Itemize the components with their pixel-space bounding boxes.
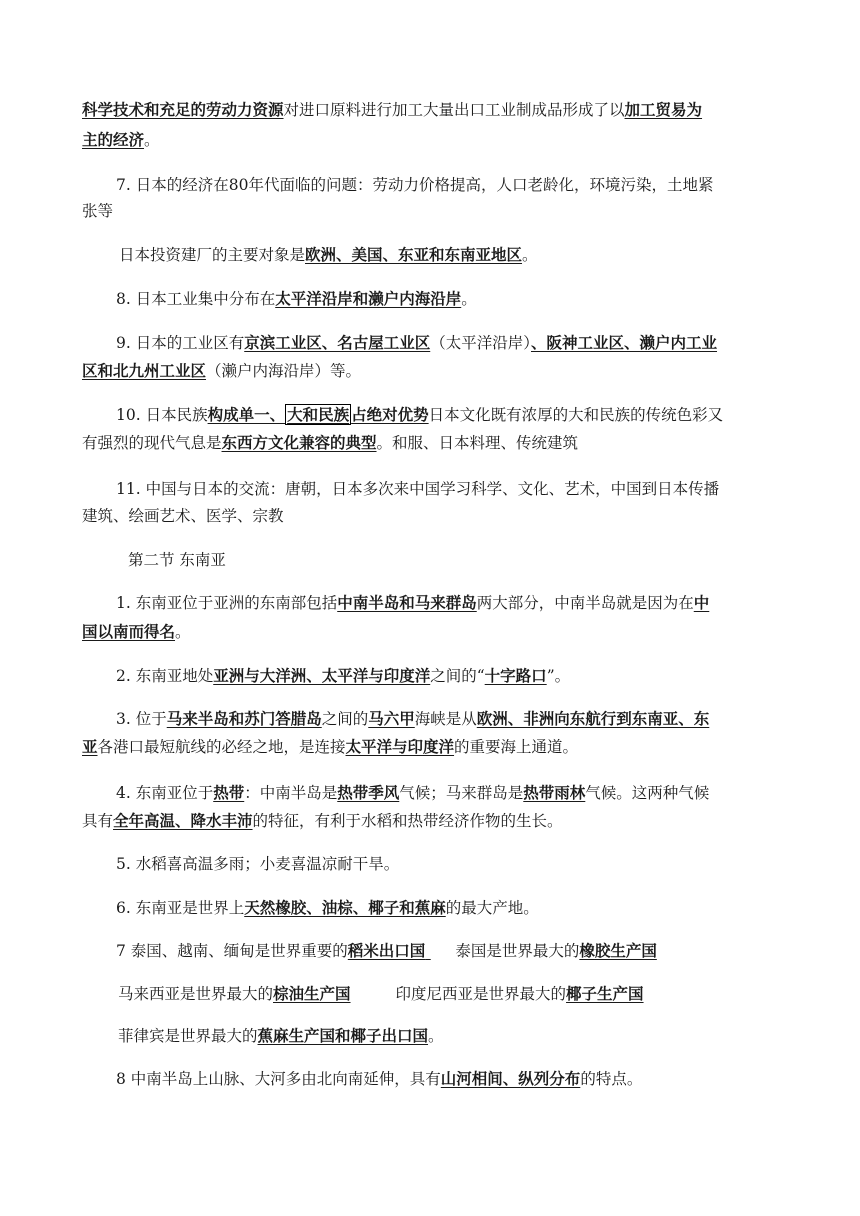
text-run: 建筑、绘画艺术、医学、宗教 — [82, 507, 284, 525]
text-run: 对进口原料进行加工大量出口工业制成品形成了以 — [283, 101, 625, 119]
key-term: 欧洲、非洲向东航行到东南亚、东 — [476, 709, 710, 728]
text-run: 2. 东南亚地处 — [116, 667, 214, 685]
text-run: 3. 位于 — [116, 710, 167, 728]
paragraph-line — [116, 174, 816, 196]
text-run: 7 泰国、越南、缅甸是世界重要的 — [116, 942, 348, 960]
paragraph-line — [82, 360, 782, 382]
key-term: 亚洲与大洋洲、太平洋与印度洋 — [213, 666, 431, 685]
text-run: 日本文化既有浓厚的大和民族的传统色彩又 — [428, 406, 724, 424]
text-run: 7. 日本的经济在80年代面临的问题：劳动力价格提高，人口老龄化，环境污染，土地紧 — [116, 176, 714, 194]
key-term: 热带 — [213, 783, 245, 802]
text-run: 的特点。 — [580, 1070, 643, 1088]
key-term: 欧洲、美国、东亚和东南亚地区 — [305, 245, 523, 264]
text-run: 6. 东南亚是世界上 — [116, 899, 245, 917]
text-run: 5. 水稻喜高温多雨；小麦喜温凉耐干旱。 — [116, 855, 400, 873]
text-run: 之间的 — [321, 710, 369, 728]
key-term: 中 — [693, 593, 710, 612]
key-term: 国以南而得名 — [82, 622, 176, 641]
key-term: 太平洋沿岸和濑户内海沿岸 — [275, 289, 462, 308]
text-run: 气候；马来群岛是 — [399, 784, 524, 802]
paragraph-line — [82, 505, 782, 527]
paragraph-line — [82, 99, 782, 121]
key-term: 科学技术和充足的劳动力资源 — [82, 100, 284, 119]
key-term: 区和北九州工业区 — [82, 361, 207, 380]
key-term: 热带雨林 — [523, 783, 586, 802]
key-term: 天然橡胶、油棕、椰子和蕉麻 — [244, 898, 446, 917]
text-run: 。 — [522, 246, 538, 264]
text-run: ”。 — [546, 667, 571, 685]
text-run: 张等 — [82, 202, 114, 220]
paragraph-line — [116, 478, 816, 500]
paragraph-line — [118, 1025, 818, 1047]
blank-underline — [425, 940, 455, 962]
key-term: 稻米出口国 — [347, 941, 426, 960]
paragraph-line — [82, 432, 782, 454]
text-run: 4. 东南亚位于 — [116, 784, 214, 802]
paragraph-line — [116, 897, 816, 919]
text-run: 各港口最短航线的必经之地，是连接 — [97, 738, 346, 756]
paragraph-line — [82, 129, 782, 151]
paragraph-line — [116, 940, 816, 962]
text-run: 。 — [461, 290, 477, 308]
key-term: 太平洋与印度洋 — [345, 737, 455, 756]
text-run: 。 — [428, 1027, 444, 1045]
text-run: 泰国是世界最大的 — [455, 942, 580, 960]
paragraph-line — [116, 782, 816, 804]
key-term: 亚 — [82, 737, 98, 756]
paragraph-line — [116, 665, 816, 687]
paragraph-line — [116, 1068, 816, 1090]
key-term: 构成单一、 — [207, 405, 286, 424]
paragraph-line — [116, 404, 816, 426]
paragraph-line — [119, 244, 819, 266]
key-term: 主的经济 — [82, 130, 145, 149]
text-run: 两大部分，中南半岛就是因为在 — [476, 594, 694, 612]
key-term: 全年高温、降水丰沛 — [113, 811, 253, 830]
paragraph-line — [116, 708, 816, 730]
key-term: 马六甲 — [368, 709, 415, 728]
boxed-term: 大和民族 — [287, 405, 350, 424]
text-run: 10. 日本民族 — [116, 406, 208, 424]
text-run: 之间的“ — [430, 667, 485, 685]
key-term: 占绝对优势 — [351, 405, 429, 424]
key-term: 加工贸易为 — [624, 100, 703, 119]
text-run: （太平洋沿岸） — [430, 334, 531, 352]
key-term: 东西方文化兼容的典型 — [221, 433, 377, 452]
paragraph-line — [82, 810, 782, 832]
text-run: 具有 — [82, 812, 114, 830]
text-run: 印度尼西亚是世界最大的 — [395, 985, 567, 1003]
text-run: 的最大产地。 — [445, 899, 539, 917]
key-term: 京滨工业区、名古屋工业区 — [244, 333, 431, 352]
text-run: 的特征，有利于水稻和热带经济作物的生长。 — [252, 812, 563, 830]
paragraph-line — [82, 736, 782, 758]
text-run: 日本投资建厂的主要对象是 — [119, 246, 306, 264]
key-term: 十字路口 — [484, 666, 547, 685]
text-run: 第二节 东南亚 — [128, 551, 226, 569]
text-run: 8. 日本工业集中分布在 — [116, 290, 276, 308]
key-term: 、阪神工业区、濑户内工业 — [531, 333, 718, 352]
paragraph-line — [116, 592, 816, 614]
paragraph-line — [116, 853, 816, 875]
text-run: 有强烈的现代气息是 — [82, 434, 222, 452]
text-run: 气候。这两种气候 — [585, 784, 710, 802]
text-run: ：中南半岛是 — [244, 784, 338, 802]
paragraph-line — [116, 332, 816, 354]
text-run: 马来西亚是世界最大的 — [118, 985, 274, 1003]
text-run: 。 — [144, 131, 160, 149]
text-run: 1. 东南亚位于亚洲的东南部包括 — [116, 594, 338, 612]
text-run: 海峡是从 — [414, 710, 477, 728]
text-run: （濑户内海沿岸）等。 — [206, 362, 362, 380]
key-term: 热带季风 — [337, 783, 400, 802]
text-run: 的重要海上通道。 — [454, 738, 579, 756]
section-heading — [128, 549, 828, 571]
paragraph-line — [118, 983, 818, 1005]
text-run: 。和服、日本料理、传统建筑 — [376, 434, 579, 452]
key-term: 蕉麻生产国和椰子出口国 — [257, 1026, 429, 1045]
key-term: 山河相间、纵列分布 — [440, 1069, 581, 1088]
text-run: 菲律宾是世界最大的 — [118, 1027, 258, 1045]
text-run: 9. 日本的工业区有 — [116, 334, 245, 352]
text-run: 。 — [175, 623, 191, 641]
text-run: 11. 中国与日本的交流：唐朝，日本多次来中国学习科学、文化、艺术，中国到日本传播 — [116, 480, 720, 498]
paragraph-line — [116, 288, 816, 310]
key-term: 椰子生产国 — [566, 984, 644, 1003]
key-term: 中南半岛和马来群岛 — [337, 593, 477, 612]
key-term: 马来半岛和苏门答腊岛 — [166, 709, 322, 728]
text-run: 8 中南半岛上山脉、大河多由北向南延伸，具有 — [116, 1070, 441, 1088]
paragraph-line — [82, 621, 782, 643]
key-term: 橡胶生产国 — [579, 941, 657, 960]
paragraph-line — [82, 200, 782, 222]
key-term: 棕油生产国 — [273, 984, 351, 1003]
